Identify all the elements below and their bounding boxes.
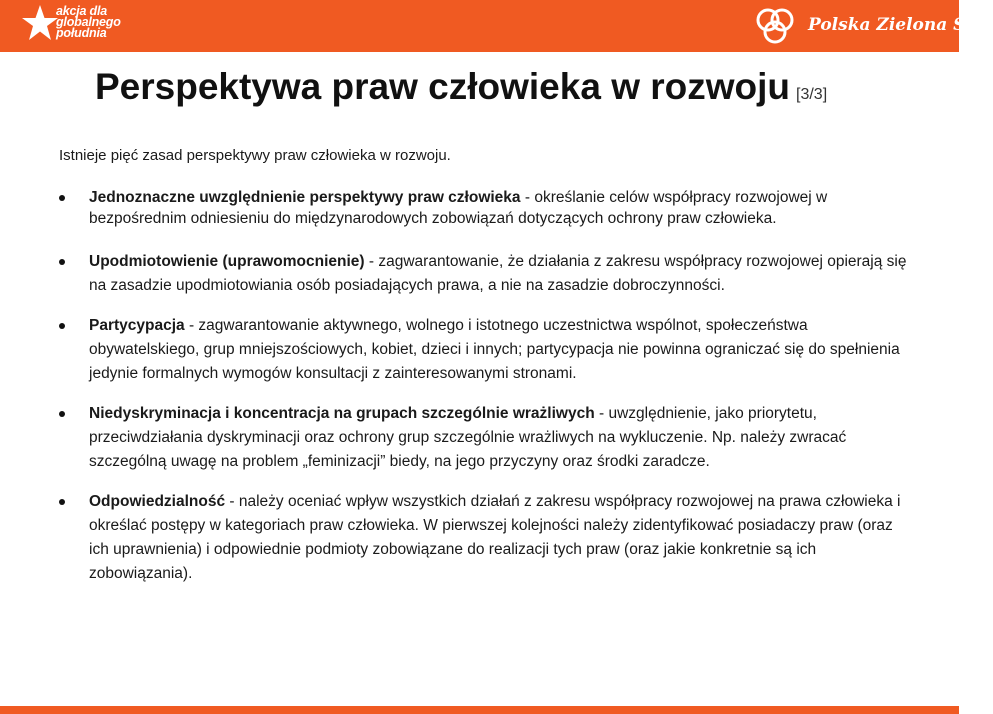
principle-text: - należy oceniać wpływ wszystkich działań z zakresu współpracy rozwojowej na prawa człowieka i określać postępy w kategoriach praw człowieka. W pierwszej kolejności należy zidentyfikować posiadaczy praw (oraz ich uprawnienia) i odpowiednie podmioty zobowiązane do realizacji tych praw (oraz jakie konkretnie są ich zobowiązania). <box>89 493 901 582</box>
logo-left-text: akcja dla globalnego południa <box>56 4 121 40</box>
logo-polska-zielona-siec <box>752 4 993 48</box>
principle-text: - określanie celów współpracy rozwojowej w bezpośrednim odniesieniu do międzynarodowych zobowiązań dotyczących ochrony praw człowieka. <box>89 189 828 227</box>
principle-text: - uwzględnienie, jako priorytetu, przeciwdziałania dyskryminacji oraz ochrony grup szczególnie wrażliwych na wykluczenie. Np. należy zwracać szczególną uwagę na problem „feminizacji” biedy, na jego przyczyny oraz środki zaradcze. <box>89 405 847 470</box>
bullet-icon <box>59 499 65 505</box>
principles-list-part2 <box>59 250 909 602</box>
page-indicator: [3/3] <box>796 86 828 103</box>
list-item <box>59 314 909 386</box>
bullet-icon <box>59 195 65 201</box>
bottom-banner <box>0 706 959 714</box>
logo-right-text: Polska Zielona Sieć <box>808 15 993 35</box>
principle-term: Upodmiotowienie (uprawomocnienie) <box>89 253 365 270</box>
principle-term: Partycypacja <box>89 317 185 334</box>
title-text: Perspektywa praw człowieka w rozwoju <box>95 66 791 107</box>
logo-akcja-dla-globalnego-poludnia <box>22 4 152 48</box>
slide-title <box>95 66 827 108</box>
principle-term: Jednoznaczne uwzględnienie perspektywy praw człowieka <box>89 189 521 206</box>
bullet-icon <box>59 411 65 417</box>
star-icon <box>22 4 58 44</box>
list-item <box>59 490 909 586</box>
principle-term: Niedyskryminacja i koncentracja na grupach szczególnie wrażliwych <box>89 405 595 422</box>
bullet-icon <box>59 323 65 329</box>
list-item <box>59 402 909 474</box>
bullet-icon <box>59 259 65 265</box>
interlocking-rings-icon <box>752 6 802 46</box>
principle-text: - zagwarantowanie, że działania z zakresu współpracy rozwojowej opierają się na zasadzie upodmiotowiania osób posiadających prawa, a nie na zasadzie dobroczynności. <box>89 253 907 294</box>
principles-list-part1 <box>59 187 909 229</box>
list-item <box>59 187 909 229</box>
principle-term: Odpowiedzialność <box>89 493 226 510</box>
principle-text: - zagwarantowanie aktywnego, wolnego i istotnego uczestnictwa wspólnot, społeczeństwa obywatelskiego, grup mniejszościowych, kobiet, dzieci i innych; partycypacja nie powinna ograniczać się do spełnienia jedynie formalnych wymogów konsultacji z zainteresowanymi stronami. <box>89 317 900 382</box>
list-item <box>59 250 909 298</box>
top-banner <box>0 0 993 52</box>
intro-text: Istnieje pięć zasad perspektywy praw człowieka w rozwoju. <box>59 147 451 164</box>
